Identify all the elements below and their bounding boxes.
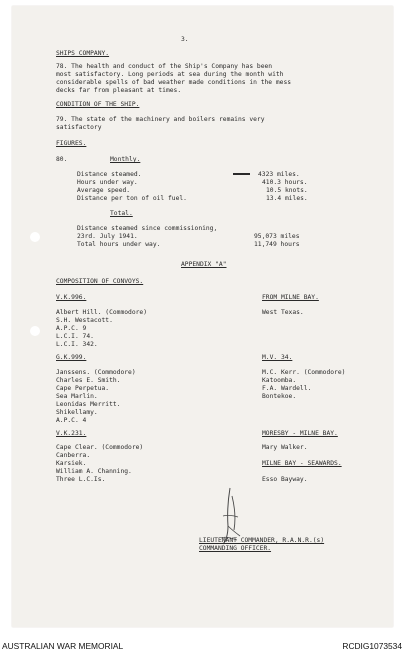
ships-company-line-3: considerable spells of bad weather made conditions in the mess <box>56 79 292 86</box>
ships-company-line-1: 78. The health and conduct of the Ship's Company has been <box>56 63 273 70</box>
route-ship: F.A. Wardell. <box>262 385 312 392</box>
route-ship: West Texas. <box>262 309 304 316</box>
convoy-ship: Cape Perpetua. <box>56 385 110 392</box>
convoy-ship: Charles E. Smith. <box>56 377 121 384</box>
monthly-row-label: Distance per ton of oil fuel. <box>77 195 187 202</box>
route-ship: Bontekoe. <box>262 393 297 400</box>
total-row-label: 23rd. July 1941. <box>77 233 138 240</box>
monthly-row-label: Average speed. <box>77 187 131 194</box>
convoy-code: G.K.999. <box>56 354 87 361</box>
monthly-row-value: 4323 miles. <box>258 171 300 178</box>
condition-heading: CONDITION OF THE SHIP. <box>56 101 140 108</box>
condition-line-1: 79. The state of the machinery and boilers remains very <box>56 116 265 123</box>
convoy-ship: Shikellamy. <box>56 409 98 416</box>
page-number: 3. <box>181 36 189 43</box>
convoy-ship: William A. Channing. <box>56 468 132 475</box>
signatory-title: COMMANDING OFFICER. <box>199 545 272 552</box>
total-row-value: 95,073 miles <box>254 233 300 240</box>
figures-heading: FIGURES. <box>56 140 87 147</box>
convoy-ship: Janssens. (Commodore) <box>56 369 136 376</box>
convoy-ship: A.P.C. 9 <box>56 325 87 332</box>
route-ship: M.C. Kerr. (Commodore) <box>262 369 346 376</box>
convoy-ship: Three L.C.Is. <box>56 476 106 483</box>
convoy-ship: Sea Marlin. <box>56 393 98 400</box>
route-ship: Mary Walker. <box>262 444 308 451</box>
convoy-code: V.K.231. <box>56 430 87 437</box>
convoy-ship: Cape Clear. (Commodore) <box>56 444 144 451</box>
figures-para-number: 80. <box>56 156 68 163</box>
convoy-ship: Leonidas Merritt. <box>56 401 121 408</box>
monthly-row-label: Hours under way. <box>77 179 138 186</box>
convoys-heading: COMPOSITION OF CONVOYS. <box>56 278 144 285</box>
ships-company-line-2: most satisfactory. Long periods at sea during the month with <box>56 71 284 78</box>
convoy-ship: S.H. Westacott. <box>56 317 113 324</box>
convoy-ship: A.P.C. 4 <box>56 417 87 424</box>
monthly-row-value: 10.5 knots. <box>266 187 308 194</box>
struck-out-figure <box>233 173 250 175</box>
punch-hole-upper <box>30 232 40 242</box>
route-heading: MILNE BAY - SEAWARDS. <box>262 460 342 467</box>
monthly-row-label: Distance steamed. <box>77 171 142 178</box>
archive-name: AUSTRALIAN WAR MEMORIAL <box>2 641 124 651</box>
punch-hole-lower <box>30 326 40 336</box>
archive-reference: RCDIG1073534 <box>342 641 402 651</box>
appendix-title: APPENDIX "A" <box>181 261 227 268</box>
route-heading: M.V. 34. <box>262 354 293 361</box>
ships-company-heading: SHIPS COMPANY. <box>56 50 110 57</box>
convoy-ship: Canberra. <box>56 452 91 459</box>
ships-company-line-4: decks far from pleasant at times. <box>56 87 182 94</box>
convoy-ship: L.C.I. 74. <box>56 333 94 340</box>
convoy-ship: Albert Hill. (Commodore) <box>56 309 147 316</box>
convoy-ship: Karsiek. <box>56 460 87 467</box>
total-label: Total. <box>110 210 133 217</box>
route-heading: FROM MILNE BAY. <box>262 294 319 301</box>
monthly-label: Monthly. <box>110 156 141 163</box>
condition-line-2: satisfactory <box>56 124 102 131</box>
total-row-label: Distance steamed since commissioning, <box>77 225 218 232</box>
convoy-ship: L.C.I. 342. <box>56 341 98 348</box>
convoy-code: V.K.996. <box>56 294 87 301</box>
total-row-value: 11,749 hours <box>254 241 300 248</box>
monthly-row-value: 410.3 hours. <box>262 179 308 186</box>
total-row-label: Total hours under way. <box>77 241 161 248</box>
signatory-rank: LIEUTENANT COMMANDER, R.A.N.R.(s) <box>199 537 325 544</box>
route-ship: Katoomba. <box>262 377 297 384</box>
route-ship: Esso Bayway. <box>262 476 308 483</box>
monthly-row-value: 13.4 miles. <box>266 195 308 202</box>
archive-footer <box>0 628 405 654</box>
route-heading: MORESBY - MILNE BAY. <box>262 430 338 437</box>
